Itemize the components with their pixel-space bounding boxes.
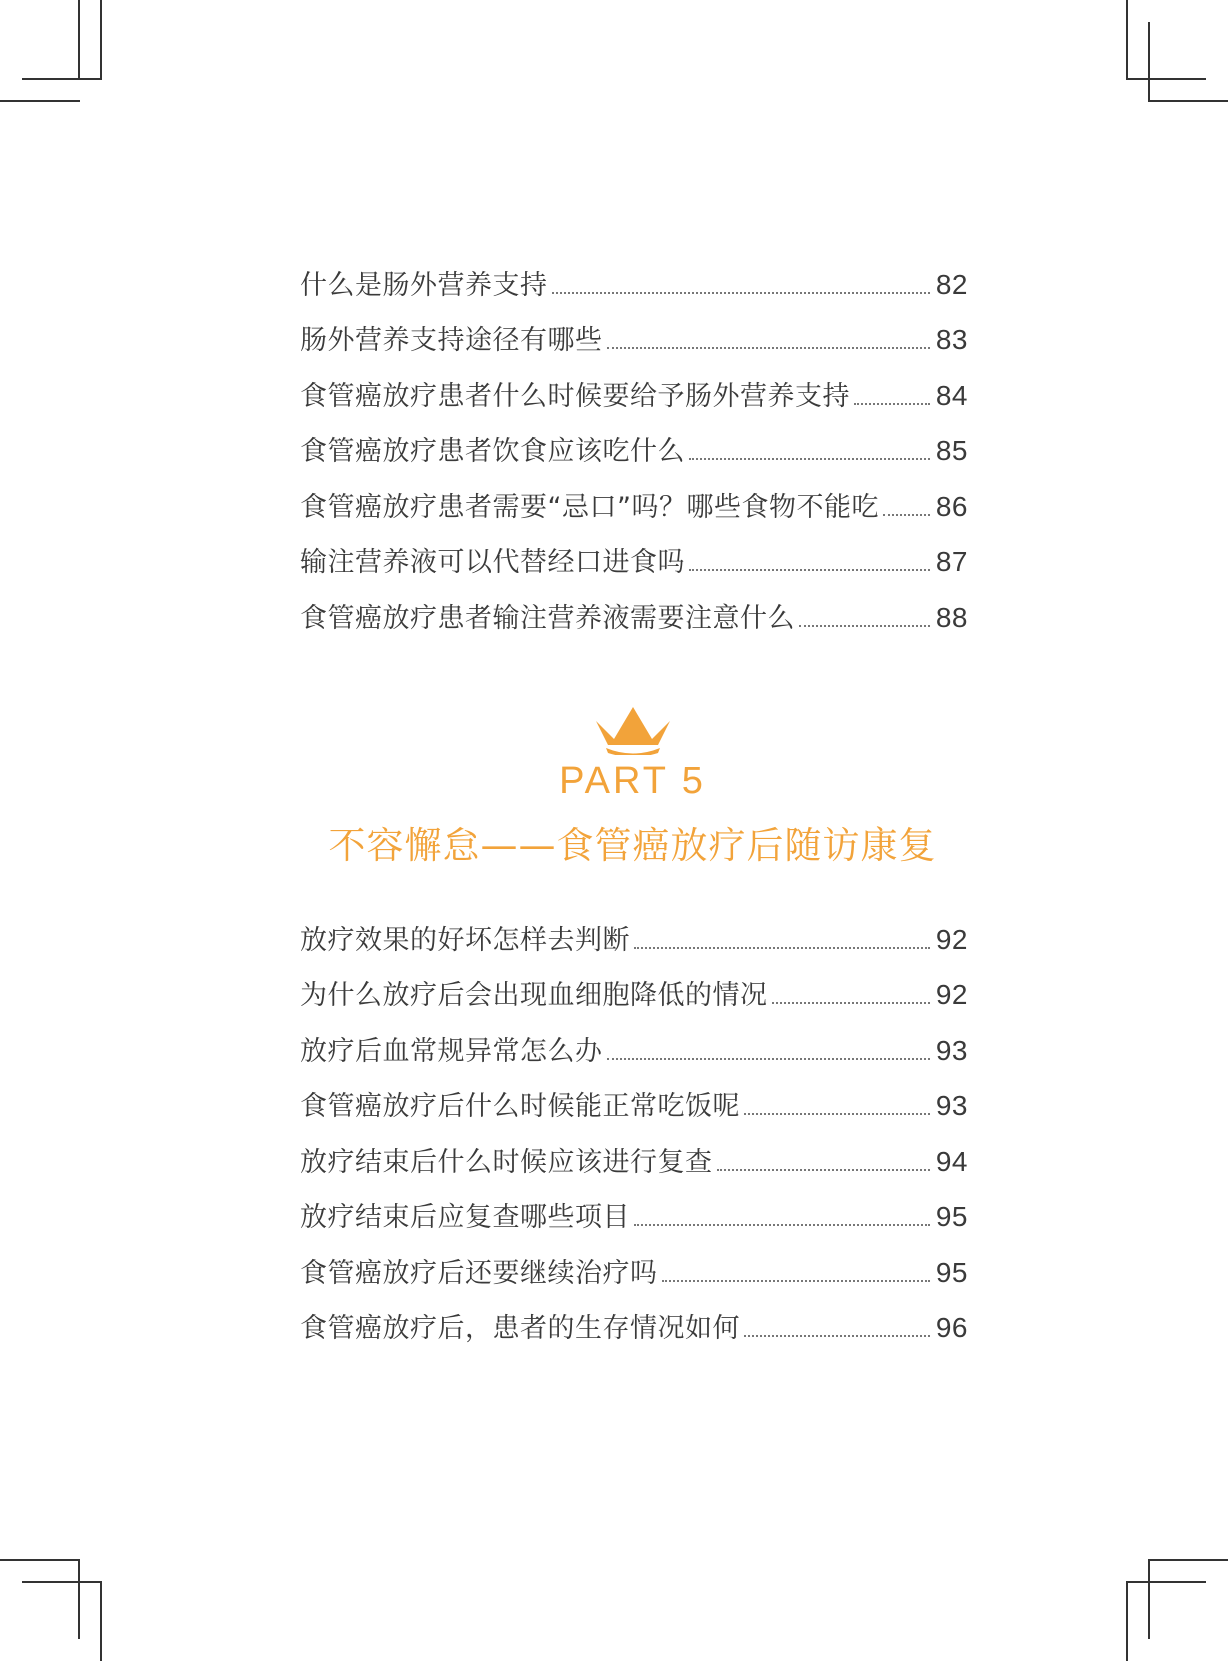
toc-entry-page: 95 [935, 1256, 968, 1288]
toc-entry[interactable] [300, 243, 968, 299]
dot-leader [744, 1334, 930, 1337]
toc-entry[interactable] [300, 898, 968, 954]
dot-leader [634, 946, 930, 949]
toc-entry-page: 84 [935, 379, 968, 411]
toc-entry[interactable] [300, 1231, 968, 1287]
toc-entry-page: 93 [935, 1090, 968, 1121]
toc-entry-page: 82 [935, 268, 968, 300]
toc-entry-title: 放疗效果的好坏怎样去判断 [300, 924, 630, 956]
crop-mark [1126, 78, 1206, 80]
dot-leader [662, 1279, 930, 1282]
toc-entry[interactable] [300, 354, 968, 410]
dot-leader [883, 513, 930, 516]
toc-entry-title: 食管癌放疗后还要继续治疗吗 [300, 1257, 658, 1289]
toc-entry-title: 食管癌放疗患者输注营养液需要注意什么 [300, 602, 795, 634]
crop-mark [100, 0, 102, 80]
toc-entry-title: 放疗结束后应复查哪些项目 [300, 1202, 630, 1233]
toc-entry-title: 为什么放疗后会出现血细胞降低的情况 [300, 980, 768, 1011]
crown-icon [594, 705, 672, 755]
crop-mark [22, 1581, 102, 1583]
crop-mark [1148, 1559, 1228, 1561]
toc-entry-page: 96 [935, 1312, 968, 1343]
toc-entry-page: 88 [935, 601, 968, 633]
toc-entry-page: 85 [935, 435, 968, 466]
toc-entry[interactable] [300, 1287, 968, 1343]
crop-mark [1126, 0, 1128, 80]
crop-mark [78, 1559, 80, 1639]
toc-entry[interactable] [300, 1009, 968, 1065]
toc-entry-page: 92 [935, 923, 968, 955]
toc-entry-page: 94 [935, 1145, 968, 1177]
dot-leader [772, 1001, 930, 1004]
crop-mark [1148, 1559, 1150, 1639]
crop-mark [22, 78, 102, 80]
dot-leader [689, 568, 930, 571]
toc-entry-page: 87 [935, 546, 968, 577]
toc-entry[interactable] [300, 299, 968, 355]
crop-mark [1148, 100, 1228, 102]
crop-mark [0, 1559, 80, 1561]
toc-entry-title: 食管癌放疗后什么时候能正常吃饭呢 [300, 1091, 740, 1122]
toc-entry-page: 93 [935, 1034, 968, 1066]
toc-section-1 [300, 243, 968, 632]
dot-leader [717, 1168, 930, 1171]
toc-entry-page: 95 [935, 1201, 968, 1232]
toc-entry-title: 放疗结束后什么时候应该进行复查 [300, 1146, 713, 1178]
toc-entry[interactable] [300, 1120, 968, 1176]
toc-entry-page: 92 [935, 979, 968, 1010]
toc-entry-title: 输注营养液可以代替经口进食吗 [300, 547, 685, 578]
toc-entry-title: 食管癌放疗后，患者的生存情况如何 [300, 1313, 740, 1344]
crop-mark [1126, 1581, 1128, 1661]
crop-mark [78, 0, 80, 80]
part-label: PART 5 [559, 760, 706, 802]
toc-entry-title: 食管癌放疗患者什么时候要给予肠外营养支持 [300, 380, 850, 412]
dot-leader [744, 1112, 930, 1115]
dot-leader [607, 346, 930, 349]
dot-leader [634, 1223, 930, 1226]
crop-mark [100, 1581, 102, 1661]
toc-entry-page: 83 [935, 324, 968, 355]
toc-entry-title: 食管癌放疗患者需要“忌口”吗？哪些食物不能吃 [300, 491, 879, 523]
part-title: 不容懈怠——食管癌放疗后随访康复 [328, 824, 937, 867]
dot-leader [799, 624, 930, 627]
toc-entry[interactable] [300, 954, 968, 1010]
toc-entry-title: 什么是肠外营养支持 [300, 269, 548, 301]
crop-mark [1148, 22, 1150, 102]
toc-entry-title: 肠外营养支持途径有哪些 [300, 325, 603, 356]
toc-entry[interactable] [300, 465, 968, 521]
crop-mark [0, 100, 80, 102]
toc-entry-title: 放疗后血常规异常怎么办 [300, 1035, 603, 1067]
dot-leader [552, 291, 930, 294]
toc-entry[interactable] [300, 410, 968, 466]
toc-entry-page: 86 [935, 490, 968, 522]
toc-entry[interactable] [300, 576, 968, 632]
dot-leader [607, 1057, 930, 1060]
dot-leader [854, 402, 930, 405]
toc-section-2 [300, 898, 968, 1342]
crop-mark [1126, 1581, 1206, 1583]
toc-entry[interactable] [300, 1065, 968, 1121]
toc-entry-title: 食管癌放疗患者饮食应该吃什么 [300, 436, 685, 467]
toc-entry[interactable] [300, 1176, 968, 1232]
dot-leader [689, 457, 930, 460]
toc-entry[interactable] [300, 521, 968, 577]
